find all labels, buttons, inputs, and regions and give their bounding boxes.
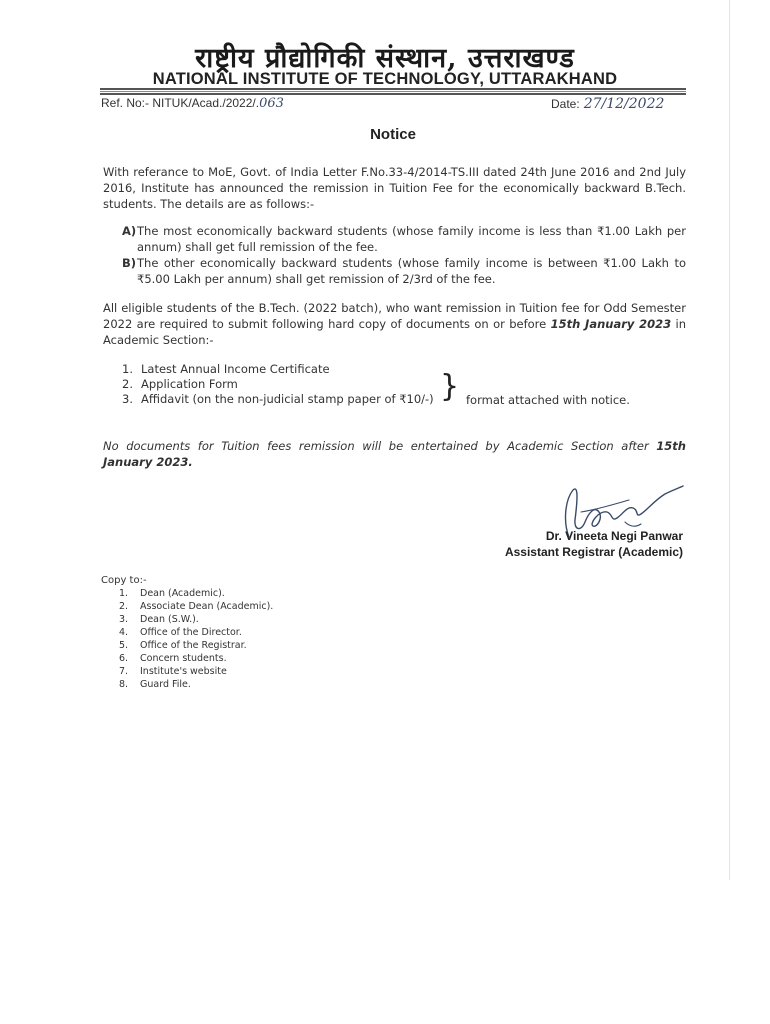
copy-to-item	[119, 600, 419, 613]
copy-to-heading: Copy to:-	[101, 575, 147, 586]
remission-criterion	[122, 255, 686, 287]
copy-to-recipient: Concern students.	[140, 653, 227, 664]
copy-to-number: 6.	[119, 653, 129, 664]
reference-handwritten-number: 063	[259, 96, 284, 111]
copy-to-list	[119, 587, 419, 691]
copy-to-recipient: Office of the Registrar.	[140, 640, 247, 651]
copy-to-item	[119, 665, 419, 678]
institute-title-english: NATIONAL INSTITUTE OF TECHNOLOGY, UTTARAKHAND	[152, 70, 618, 88]
copy-to-recipient: Office of the Director.	[140, 627, 242, 638]
date-handwritten-value: 27/12/2022	[583, 96, 665, 112]
document-number: 1.	[122, 362, 133, 376]
signatory-designation: Assistant Registrar (Academic)	[504, 545, 683, 559]
remission-criterion	[122, 223, 686, 255]
document-item	[122, 377, 642, 392]
copy-to-number: 4.	[119, 627, 129, 638]
copy-to-item	[119, 626, 419, 639]
copy-to-recipient: Dean (S.W.).	[140, 614, 199, 625]
document-number: 2.	[122, 377, 133, 391]
intro-paragraph: With referance to MoE, Govt. of India Letter F.No.33-4/2014-TS.III dated 24th June 2016 and 2nd July 2016, Institute has announced the remission in Tuition Fee for the economically backward B.Tech. students. The details are as follows:-	[103, 165, 686, 211]
copy-to-item	[119, 678, 419, 691]
copy-to-number: 3.	[119, 614, 129, 625]
signatory-name: Dr. Vineeta Negi Panwar	[545, 529, 683, 543]
notice-heading: Notice	[370, 126, 416, 143]
date-label: Date:	[551, 97, 580, 111]
copy-to-recipient: Dean (Academic).	[140, 588, 225, 599]
copy-to-item	[119, 613, 419, 626]
header-rule-bottom	[100, 93, 686, 95]
header-rule-middle	[100, 91, 686, 92]
warning-paragraph	[103, 438, 686, 470]
copy-to-recipient: Institute's website	[140, 666, 227, 677]
notice-date	[551, 96, 664, 112]
eligibility-text: All eligible students of the B.Tech. (2022 batch), who want remission in Tuition fee for Odd Semester 2022 are required to submit following hard copy of documents on or before	[103, 301, 686, 331]
reference-number	[101, 96, 284, 111]
document-text: Affidavit (on the non-judicial stamp paper of ₹10/-)	[141, 392, 434, 406]
criterion-text: The most economically backward students (whose family income is less than ₹1.00 Lakh per annum) shall get full remission of the fee.	[137, 224, 686, 254]
copy-to-number: 5.	[119, 640, 129, 651]
reference-label: Ref. No:- NITUK/Acad./2022/.	[101, 96, 260, 110]
copy-to-number: 1.	[119, 588, 129, 599]
documents-brace: }	[440, 369, 460, 404]
copy-to-item	[119, 639, 419, 652]
eligibility-paragraph	[103, 300, 686, 348]
copy-to-recipient: Guard File.	[140, 679, 191, 690]
copy-to-recipient: Associate Dean (Academic).	[140, 601, 274, 612]
copy-to-number: 8.	[119, 679, 129, 690]
document-text: Latest Annual Income Certificate	[141, 362, 330, 376]
header-rule-top	[100, 88, 686, 90]
criterion-marker: B)	[122, 256, 137, 270]
submission-deadline: 15th January 2023	[550, 317, 672, 331]
document-item	[122, 362, 642, 377]
criterion-marker: A)	[122, 224, 137, 238]
copy-to-number: 2.	[119, 601, 129, 612]
document-number: 3.	[122, 392, 133, 406]
eligibility-text-end: in Academic Section:-	[103, 317, 687, 347]
warning-text: No documents for Tuition fees remission will be entertained by Academic Section after	[103, 439, 657, 453]
copy-to-item	[119, 587, 419, 600]
remission-criteria-list	[122, 223, 686, 287]
criterion-text: The other economically backward students (whose family income is between ₹1.00 Lakh to ₹5.00 Lakh per annum) shall get remission of 2/3rd of the fee.	[137, 256, 686, 286]
copy-to-number: 7.	[119, 666, 129, 677]
copy-to-item	[119, 652, 419, 665]
institute-title-hindi: राष्ट्रीय प्रौद्योगिकी संस्थान, उत्तराखण्ड	[195, 43, 575, 74]
warning-deadline: 15th January 2023.	[103, 439, 686, 469]
document-text: Application Form	[141, 377, 238, 391]
documents-format-note: format attached with notice.	[466, 393, 630, 407]
